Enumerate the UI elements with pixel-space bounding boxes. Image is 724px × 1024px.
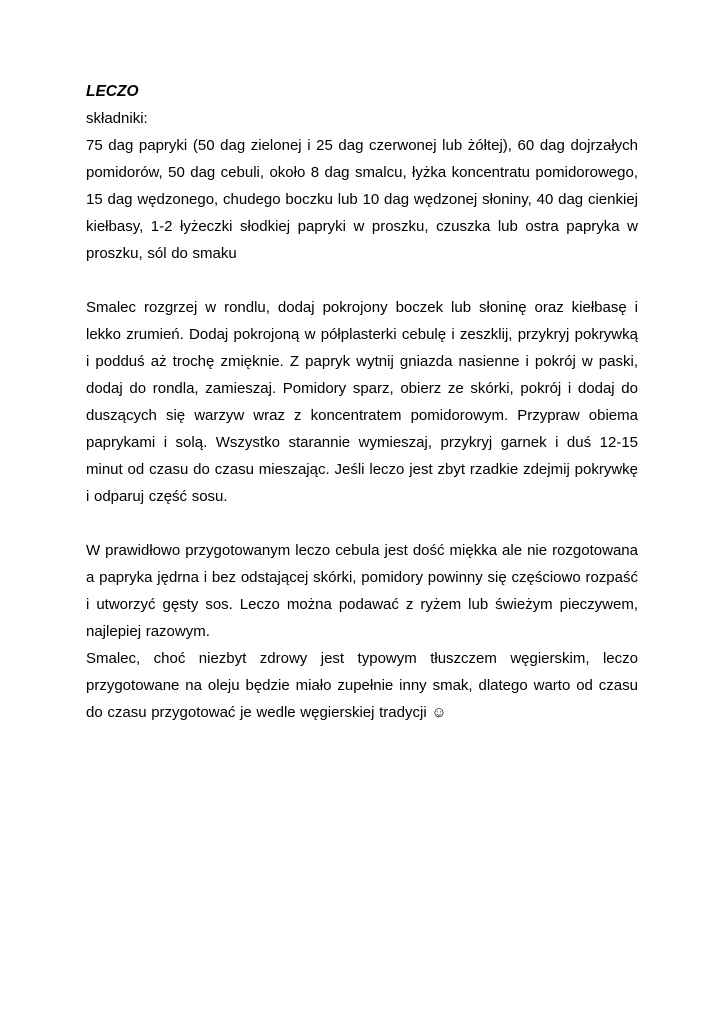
recipe-title: LECZO — [86, 83, 139, 100]
preparation-paragraph: Smalec rozgrzej w rondlu, dodaj pokrojony boczek lub słoninę oraz kiełbasę i lekko zrumień. Dodaj pokrojoną w półplasterki cebulę i zeszklij, przykryj pokrywką i podduś aż trochę zmięknie. Z papryk wytnij gniazda nasienne i pokrój w paski, dodaj do rondla, zamieszaj. Pomidory sparz, obierz ze skórki, pokrój i dodaj do duszących się warzyw wraz z koncentratem pomidorowym. Przypraw obiema paprykami i solą. Wszystko starannie wymieszaj, przykryj garnek i duś 12-15 minut od czasu do czasu mieszając. Jeśli leczo jest zbyt rzadkie zdejmij pokrywkę i odparuj część sosu. — [86, 299, 638, 505]
serving-notes-paragraph: W prawidłowo przygotowanym leczo cebula jest dość miękka ale nie rozgotowana a papryka jędrna i bez odstającej skórki, pomidory powinny się częściowo rozpaść i utworzyć gęsty sos. Leczo można podawać z ryżem lub świeżym pieczywem, najlepiej razowym. — [86, 542, 638, 640]
ingredients-paragraph: 75 dag papryki (50 dag zielonej i 25 dag czerwonej lub żółtej), 60 dag dojrzałych pomidorów, 50 dag cebuli, około 8 dag smalcu, łyżka koncentratu pomidorowego, 15 dag wędzonego, chudego boczku lub 10 dag wędzonej słoniny, 40 dag cienkiej kiełbasy, 1-2 łyżeczki słodkiej papryki w proszku, czuszka lub ostra papryka w proszku, sól do smaku — [86, 137, 638, 262]
lard-note-paragraph: Smalec, choć niezbyt zdrowy jest typowym tłuszczem węgierskim, leczo przygotowane na oleju będzie miało zupełnie inny smak, dlatego warto od czasu do czasu przygotować je wedle węgierskiej tradycji ☺ — [86, 650, 638, 721]
ingredients-label: składniki: — [86, 110, 148, 127]
